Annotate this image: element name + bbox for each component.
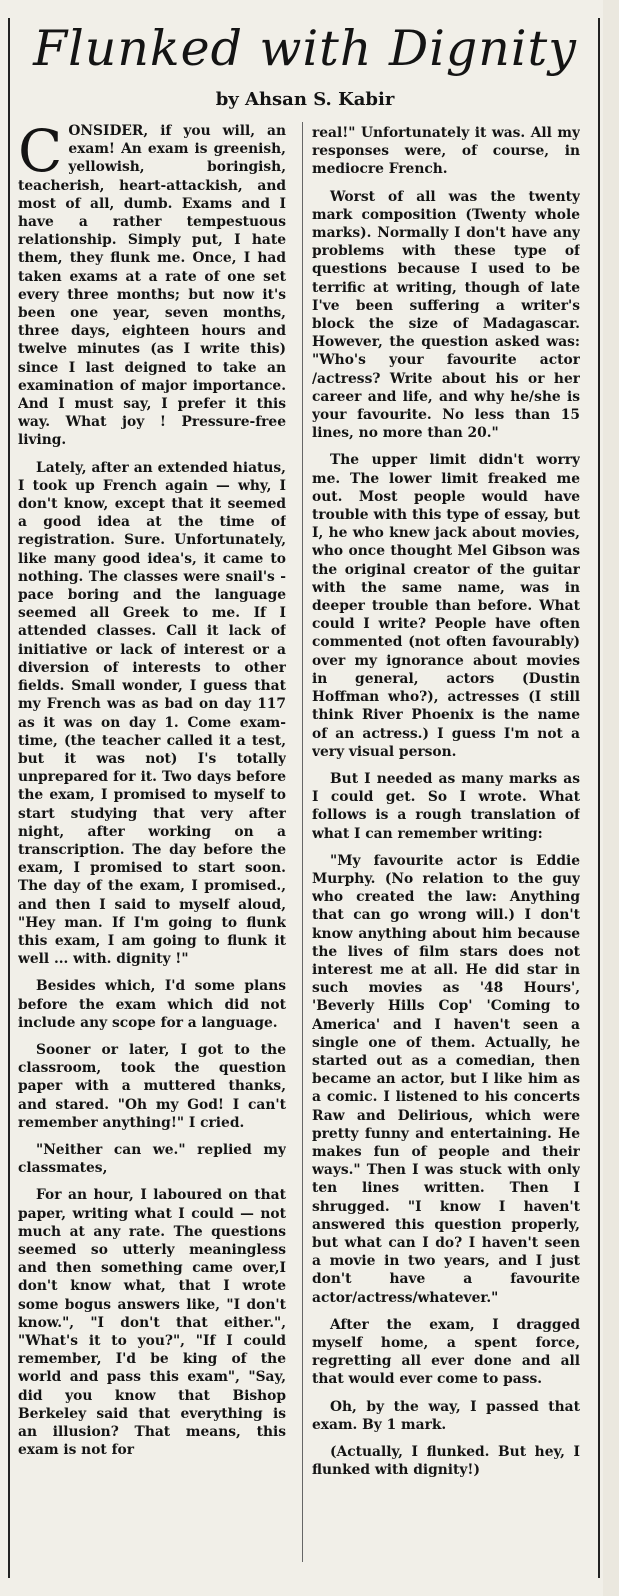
article-paragraph: The upper limit didn't worry me. The lower limit freaked me out. Most people would have trouble with this type of essay, but I, he who knew jack about movies, who once thought Mel Gibson was the original creator of the guitar with the same name, was in deeper trouble than before. What could I write? People have often commented (not often favourably) over my ignorance about movies in general, actors (Dustin Hoffman who?), actresses (I still think River Phoenix is the name of an actress.) I guess I'm not a very visual person. bbox=[312, 452, 580, 760]
article-paragraph: "My favourite actor is Eddie Murphy. (No relation to the guy who created the law: Anything that can go wrong will.) I don't know anything about him because the lives of film stars does not interest me at all. He did star in such movies as '48 Hours', 'Beverly Hills Cop' 'Coming to America' and I haven't seen a single one of them. Actually, he started out as a comedian, then became an actor, but I like him as a comic. I listened to his concerts Raw and Delirious, which were pretty funny and entertaining. He makes fun of people and their ways." Then I was stuck with only ten lines written. Then I shrugged. "I know I haven't answered this question properly, but what can I do? I haven't seen a movie in two years, and I just don't have a favourite actor/actress/whatever." bbox=[312, 852, 580, 1306]
article-paragraph: ONSIDER, if you will, an exam! An exam is greenish, yellowish, boringish, teacherish, heart-attackish, and most of all, dumb. Exams and I have a rather tempestuous relationship. Simply put, I hate them, they flunk me. Once, I had taken exams at a rate of one set every three months; but now it's been one year, seven months, three days, eighteen hours and twelve minutes (as I write this) since I last deigned to take an examination of major importance. And I must say, I prefer it this way. What joy ! Pressure-free living. bbox=[18, 123, 286, 449]
article-paragraph: Lately, after an extended hiatus, I took up French again — why, I don't know, except that it seemed a good idea at the time of registration. Sure. Unfortunately, like many good idea's, it came to nothing. The classes were snail's - pace boring and the language seemed all Greek to me. If I attended classes. Call it lack of initiative or lack of interest or a diversion of interests to other fields. Small wonder, I guess that my French was as bad on day 117 as it was on day 1. Come exam-time, (the teacher called it a test, but it was not) I's totally unprepared for it. Two days before the exam, I promised to myself to start studying that very after night, after working on a transcription. The day before the exam, I promised to start soon. The day of the exam, I promised., and then I said to myself aloud, "Hey man. If I'm going to flunk this exam, I am going to flunk it well ... with. dignity !" bbox=[18, 459, 286, 968]
column-divider bbox=[302, 122, 303, 1562]
adjacent-page-edge bbox=[603, 0, 619, 1596]
article-column-right bbox=[312, 124, 580, 1592]
article-paragraph: (Actually, I flunked. But hey, I flunked with dignity!) bbox=[312, 1444, 580, 1479]
article-paragraph: Oh, by the way, I passed that exam. By 1 mark. bbox=[312, 1398, 580, 1433]
right-column-rule bbox=[598, 18, 600, 1578]
article-headline: Flunked with Dignity bbox=[33, 20, 577, 77]
article-paragraph: Worst of all was the twenty mark composition (Twenty whole marks). Normally I don't have any problems with these type of questions because I used to be terrific at writing, though of late I've been suffering a writer's block the size of Madagascar. However, the question asked was: "Who's your favourite actor /actress? Write about his or her career and life, and why he/she is your favourite. No less than 15 lines, no more than 20." bbox=[312, 188, 580, 442]
article-paragraph: After the exam, I dragged myself home, a spent force, regretting all ever done and all that would ever come to pass. bbox=[312, 1316, 580, 1388]
article-paragraph: "Neither can we." replied my classmates, bbox=[18, 1141, 286, 1177]
left-column-rule bbox=[8, 18, 10, 1578]
article-paragraph: Sooner or later, I got to the classroom, took the question paper with a muttered thanks, and stared. "Oh my God! I can't remember anything!" I cried. bbox=[18, 1041, 286, 1131]
article-byline: by Ahsan S. Kabir bbox=[215, 89, 395, 110]
article-paragraph: real!" Unfortunately it was. All my responses were, of course, in mediocre French. bbox=[312, 125, 580, 178]
article-column-left bbox=[18, 122, 286, 1590]
drop-cap: C bbox=[18, 122, 63, 185]
article-paragraph: But I needed as many marks as I could get. So I wrote. What follows is a rough translation of what I can remember writing: bbox=[312, 770, 580, 842]
article-paragraph: For an hour, I laboured on that paper, writing what I could — not much at any rate. The questions seemed so utterly meaningless and then something came over,I don't know what, that I wrote some bogus answers like, "I don't know.", "I don't that either.", "What's it to you?", "If I could remember, I'd be king of the world and pass this exam", "Say, did you know that Bishop Berkeley said that everything is an illusion? That means, this exam is not for bbox=[18, 1187, 286, 1459]
article-paragraph: Besides which, I'd some plans before the exam which did not include any scope for a language. bbox=[18, 978, 286, 1031]
